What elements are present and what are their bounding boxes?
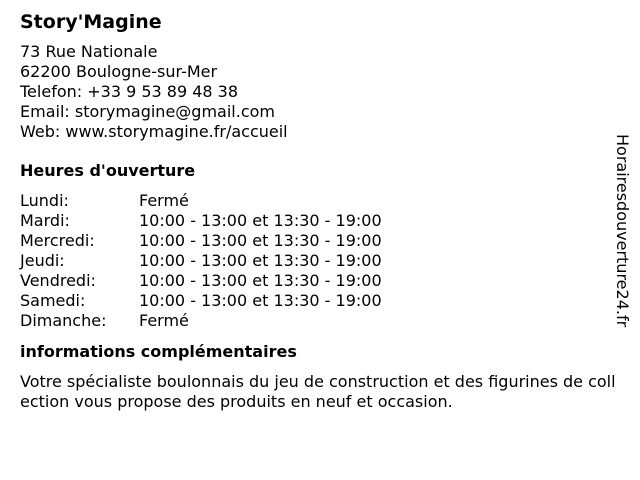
day-label: Vendredi: — [20, 271, 96, 290]
time-value: 10:00 - 13:00 et 13:30 - 19:00 — [139, 211, 382, 230]
phone-text: Telefon: +33 9 53 89 48 38 — [20, 82, 239, 101]
hours-row-tuesday — [20, 211, 620, 231]
email-text: Email: storymagine@gmail.com — [20, 102, 275, 121]
address-line-1: 73 Rue Nationale — [20, 42, 158, 61]
day-label: Samedi: — [20, 291, 86, 310]
watermark-container — [612, 134, 632, 344]
hours-row-sunday — [20, 311, 620, 331]
hours-row-thursday — [20, 251, 620, 271]
info-title: informations complémentaires — [20, 342, 297, 361]
business-name: Story'Magine — [20, 11, 162, 33]
time-value: Fermé — [139, 311, 189, 330]
business-card — [20, 10, 620, 412]
hours-row-wednesday — [20, 231, 620, 251]
day-label: Mercredi: — [20, 231, 95, 250]
hours-table — [20, 191, 620, 331]
day-label: Jeudi: — [20, 251, 65, 270]
hours-row-monday — [20, 191, 620, 211]
day-label: Lundi: — [20, 191, 69, 210]
watermark-text: Horairesdouverture24.fr — [613, 134, 632, 328]
time-value: 10:00 - 13:00 et 13:30 - 19:00 — [139, 271, 382, 290]
info-description: Votre spécialiste boulonnais du jeu de construction et des figurines de collection vous propose des produits en neuf et occasion. — [20, 372, 616, 411]
time-value: 10:00 - 13:00 et 13:30 - 19:00 — [139, 251, 382, 270]
time-value: Fermé — [139, 191, 189, 210]
time-value: 10:00 - 13:00 et 13:30 - 19:00 — [139, 231, 382, 250]
hours-row-saturday — [20, 291, 620, 311]
day-label: Dimanche: — [20, 311, 107, 330]
contact-block — [20, 42, 620, 142]
day-label: Mardi: — [20, 211, 70, 230]
website-text: Web: www.storymagine.fr/accueil — [20, 122, 288, 141]
hours-row-friday — [20, 271, 620, 291]
hours-title: Heures d'ouverture — [20, 161, 196, 180]
time-value: 10:00 - 13:00 et 13:30 - 19:00 — [139, 291, 382, 310]
address-line-2: 62200 Boulogne-sur-Mer — [20, 62, 218, 81]
